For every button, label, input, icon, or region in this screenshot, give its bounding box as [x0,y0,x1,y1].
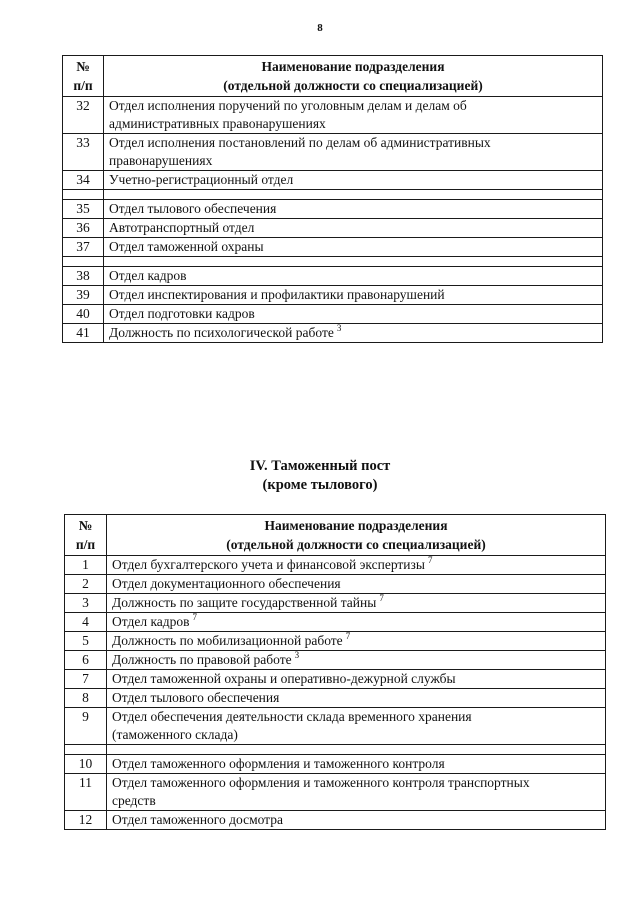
row-name-text: Отдел таможенной охраны [109,239,264,254]
row-name [107,670,606,689]
row-name-line [109,171,597,189]
row-name [107,774,606,811]
row-number: 41 [63,324,104,343]
row-name-line [112,670,600,688]
row-number: 2 [65,575,107,594]
separator-cell [104,257,603,267]
header-number-cell [65,515,107,556]
row-name [107,556,606,575]
row-name-line [112,774,600,792]
row-name [107,651,606,670]
row-name [107,708,606,745]
table-row [65,556,606,575]
table-row [65,613,606,632]
row-name-line [109,305,597,323]
row-name [104,238,603,257]
footnote-mark: 7 [192,611,198,622]
row-name-line [112,575,600,593]
row-name-line [112,632,600,650]
header-name-cell [107,515,606,556]
table-row [63,238,603,257]
row-name-line [112,792,600,810]
row-name-line [112,651,600,669]
row-name-text: Учетно-регистрационный отдел [109,172,294,187]
table-row [65,708,606,745]
separator-cell [107,745,606,755]
row-name-line [112,689,600,707]
table-2-body [65,556,606,830]
row-number: 3 [65,594,107,613]
row-number: 38 [63,267,104,286]
row-number: 39 [63,286,104,305]
row-name-text: Отдел тылового обеспечения [112,690,280,705]
row-name-text: Автотранспортный отдел [109,220,255,235]
row-number: 37 [63,238,104,257]
row-name-line [109,267,597,285]
row-name-text: средств [112,793,156,808]
footnote-mark: 7 [345,630,351,641]
row-name-text: Отдел исполнения постановлений по делам об административных [109,135,491,150]
separator-cell [63,257,104,267]
header-name-title: Наименование подразделения [261,59,445,74]
row-name-text: Отдел кадров [109,268,187,283]
subdivisions-table-2 [64,514,606,830]
table-row [63,200,603,219]
row-name-line [112,594,600,612]
row-number: 34 [63,171,104,190]
row-name [107,575,606,594]
table-header-row [63,56,603,97]
row-name-text: Должность по защите государственной тайны [112,595,377,610]
header-number-symbol: № [76,59,90,74]
row-name [107,811,606,830]
header-name-cell [104,56,603,97]
table-row [63,286,603,305]
table-row [63,171,603,190]
table-separator-row [63,190,603,200]
row-name-text: Должность по правовой работе [112,652,292,667]
subdivisions-table-1 [62,55,603,343]
row-name-text: Отдел таможенного оформления и таможенного контроля транспортных [112,775,530,790]
row-number: 7 [65,670,107,689]
row-name-text: Отдел подготовки кадров [109,306,255,321]
row-name-line [109,238,597,256]
row-name-line [109,324,597,342]
table-row [63,305,603,324]
row-name [104,286,603,305]
footnote-mark: 3 [294,649,300,660]
row-number: 36 [63,219,104,238]
table-row [65,811,606,830]
footnote-mark: 7 [427,554,433,565]
separator-cell [63,190,104,200]
row-name [104,305,603,324]
table-header-row [65,515,606,556]
row-number: 40 [63,305,104,324]
row-number: 32 [63,97,104,134]
row-name-line [109,97,597,115]
row-name-line [109,115,597,133]
row-name [107,594,606,613]
header-name-subtitle: (отдельной должности со специализацией) [226,537,486,552]
table-row [63,134,603,171]
row-name-text: Отдел тылового обеспечения [109,201,277,216]
row-name-text: Отдел таможенной охраны и оперативно-дежурной службы [112,671,456,686]
row-name [104,97,603,134]
table-1-body [63,97,603,343]
row-number: 6 [65,651,107,670]
row-number: 10 [65,755,107,774]
row-name-text: административных правонарушениях [109,116,326,131]
row-name-text: (таможенного склада) [112,727,238,742]
section-title: IV. Таможенный пост [249,458,391,474]
header-number-abbrev: п/п [75,537,96,552]
row-name-text: Отдел документационного обеспечения [112,576,341,591]
row-name-line [112,556,600,574]
row-name [107,689,606,708]
header-number-cell [63,56,104,97]
header-name-title: Наименование подразделения [264,518,448,533]
table-row [63,267,603,286]
footnote-mark: 7 [379,592,384,603]
row-name-line [112,708,600,726]
row-name-text: Отдел обеспечения деятельности склада временного хранения [112,709,472,724]
row-name-line [112,811,600,829]
row-name-line [109,152,597,170]
row-name-line [112,613,600,631]
row-number: 33 [63,134,104,171]
row-name [104,171,603,190]
header-name-subtitle: (отдельной должности со специализацией) [223,78,483,93]
footnote-mark: 3 [336,322,342,333]
separator-cell [65,745,107,755]
header-number-abbrev: п/п [73,78,93,93]
row-name [107,632,606,651]
row-name-text: Отдел бухгалтерского учета и финансовой экспертизы [112,557,425,572]
table-separator-row [65,745,606,755]
table-row [65,594,606,613]
table-row [65,689,606,708]
table-row [65,632,606,651]
row-name-text: Отдел таможенного досмотра [112,812,283,827]
row-name-text: правонарушениях [109,153,213,168]
page-number: 8 [317,22,323,34]
row-number: 5 [65,632,107,651]
separator-cell [104,190,603,200]
table-separator-row [63,257,603,267]
header-number-symbol: № [78,518,93,533]
table-row [65,575,606,594]
row-number: 12 [65,811,107,830]
row-name-text: Отдел таможенного оформления и таможенного контроля [112,756,445,771]
row-name-text: Отдел инспектирования и профилактики правонарушений [109,287,445,302]
row-number: 11 [65,774,107,811]
row-name-line [109,134,597,152]
table-row [65,651,606,670]
row-name-line [109,200,597,218]
row-number: 9 [65,708,107,745]
table-row [63,97,603,134]
row-name [104,267,603,286]
row-name-text: Отдел кадров [112,614,190,629]
row-name-text: Должность по психологической работе [109,325,334,340]
table-row [65,670,606,689]
row-number: 8 [65,689,107,708]
table-row [65,755,606,774]
row-name-line [112,726,600,744]
section-subtitle: (кроме тылового) [262,477,378,493]
row-name-line [109,286,597,304]
row-name-line [109,219,597,237]
row-name-line [112,755,600,773]
table-row [63,324,603,343]
row-name [107,613,606,632]
table-row [65,774,606,811]
row-name [104,134,603,171]
row-name [104,219,603,238]
row-name-text: Должность по мобилизационной работе [112,633,343,648]
row-name-text: Отдел исполнения поручений по уголовным делам и делам об [109,98,467,113]
table-row [63,219,603,238]
row-number: 4 [65,613,107,632]
row-name [104,200,603,219]
row-number: 1 [65,556,107,575]
row-number: 35 [63,200,104,219]
row-name [107,755,606,774]
row-name [104,324,603,343]
